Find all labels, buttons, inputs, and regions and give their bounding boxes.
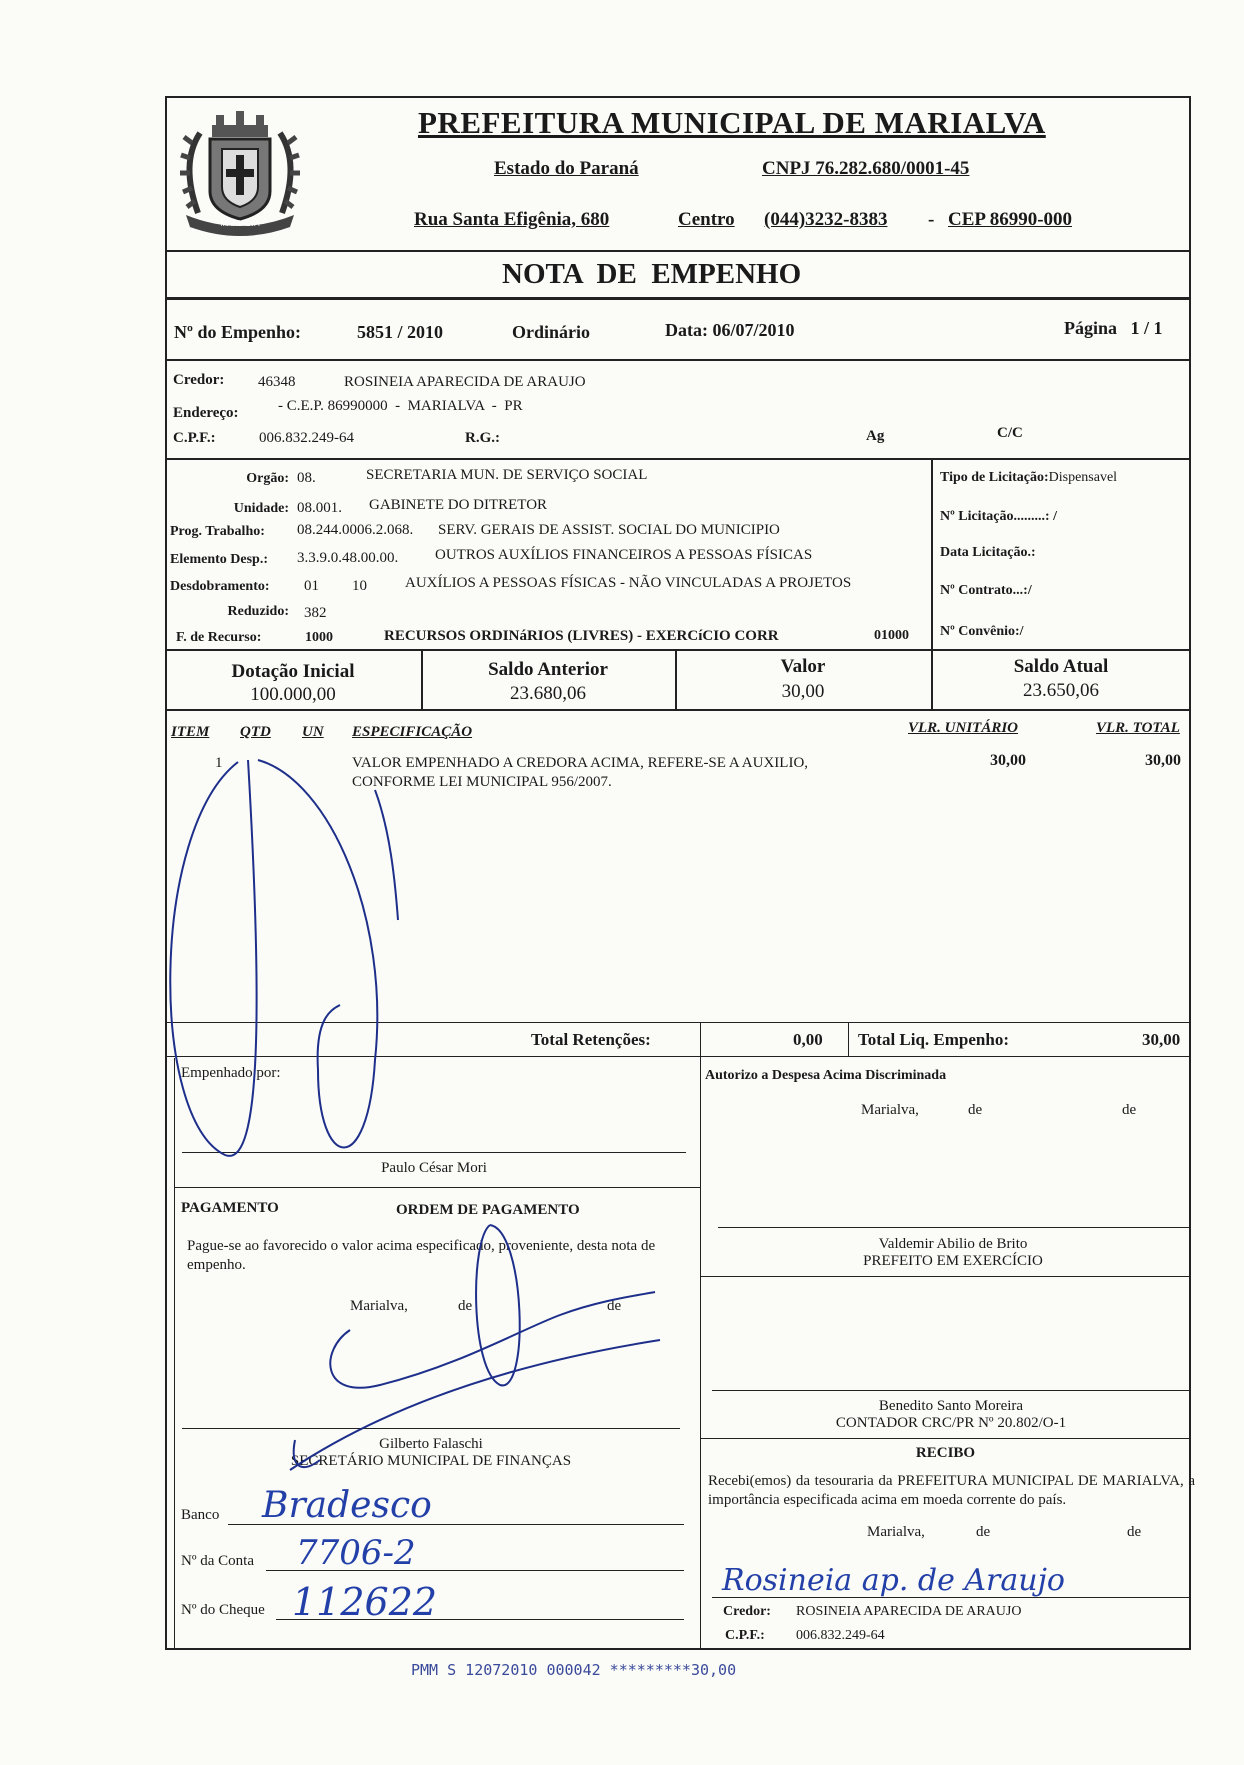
conta-handwritten: 7706-2 [296,1533,416,1573]
desd-label: Desdobramento: [170,579,270,594]
autorizo-label: Autorizo a Despesa Acima Discriminada [705,1068,947,1083]
recurso-label: F. de Recurso: [176,630,262,645]
prefeito-title: PREFEITO EM EXERCÍCIO [863,1253,1043,1269]
dotacao-value: 100.000,00 [250,684,336,705]
prefeito-name: Valdemir Abilio de Brito [878,1236,1028,1252]
desd-name: AUXÍLIOS A PESSOAS FÍSICAS - NÃO VINCULADAS A PROJETOS [405,575,852,591]
cheque-handwritten: 112622 [292,1580,438,1624]
desd-b: 10 [352,578,367,594]
empenho-date: Data: 06/07/2010 [665,320,795,340]
orgao-name: SECRETARIA MUN. DE SERVIÇO SOCIAL [366,467,648,483]
recurso-name: RECURSOS ORDINáRIOS (LIVRES) - EXERCíCIO CORR [384,628,779,644]
address-street: Rua Santa Efigênia, 680 [414,209,610,230]
row-unit: 30,00 [990,752,1026,769]
reduzido-label: Reduzido: [227,604,289,619]
empenho-number: 5851 / 2010 [357,322,444,342]
tipo-licitacao-value: Dispensavel [1048,470,1118,485]
address-separator: - [928,209,935,230]
prog-name: SERV. GERAIS DE ASSIST. SOCIAL DO MUNICIPIO [438,522,780,538]
pagamento-label: PAGAMENTO [181,1200,279,1216]
credor-name: ROSINEIA APARECIDA DE ARAUJO [344,374,586,390]
pagamento-text: Pague-se ao favorecido o valor acima especificado, proveniente, desta nota de empenho. [187,1238,656,1273]
address-label: Endereço: [173,405,239,421]
anterior-value: 23.680,06 [510,683,586,704]
recibo-de-1: de [976,1524,991,1540]
phone: (044)3232-8383 [764,209,888,230]
autorizo-de-2: de [1122,1102,1137,1118]
tipo-licitacao-label: Tipo de Licitação: [940,470,1049,485]
pagamento-de-1: de [458,1298,473,1314]
recibo-city: Marialva, [867,1524,925,1540]
recurso-num: 01000 [874,628,909,643]
pagamento-city: Marialva, [350,1298,408,1314]
desd-a: 01 [304,578,319,594]
recibo-cpf-label: C.P.F.: [725,1628,765,1643]
secretario-name: Gilberto Falaschi [379,1436,483,1452]
dotacao-label: Dotação Inicial [231,661,355,682]
autorizo-city: Marialva, [861,1102,919,1118]
ordem-pagamento-label: ORDEM DE PAGAMENTO [396,1202,580,1218]
credor-address: - C.E.P. 86990000 - MARIALVA - PR [278,398,523,414]
atual-label: Saldo Atual [1013,656,1109,677]
retencoes-label: Total Retenções: [531,1030,651,1049]
col-unit: VLR. UNITÁRIO [908,720,1019,736]
anterior-label: Saldo Anterior [488,659,608,680]
elem-code: 3.3.9.0.48.00.00. [297,550,399,566]
recibo-de-2: de [1127,1524,1142,1540]
atual-value: 23.650,06 [1023,680,1099,701]
row-desc-2: CONFORME LEI MUNICIPAL 956/2007. [352,774,612,790]
licitacao-number: Nº Licitação.........: / [940,509,1057,524]
credor-signature: Rosineia ap. de Araujo [722,1563,1065,1598]
tipo-licitacao [940,470,1117,486]
empenho-number-label: Nº do Empenho: [174,322,301,342]
cc-label: C/C [997,425,1023,441]
recibo-credor-label: Credor: [723,1604,771,1619]
col-espec: ESPECIFICAÇÃO [352,724,473,740]
valor-label: Valor [780,656,826,677]
recibo-credor-name: ROSINEIA APARECIDA DE ARAUJO [796,1604,1022,1619]
row-item: 1 [215,755,223,771]
page-number: Página 1 / 1 [1064,318,1163,338]
retencoes-value: 0,00 [793,1030,823,1049]
ag-label: Ag [866,428,885,444]
autorizo-de-1: de [968,1102,983,1118]
col-total: VLR. TOTAL [1096,720,1180,736]
secretario-title: SECRETÁRIO MUNICIPAL DE FINANÇAS [290,1453,572,1469]
elem-name: OUTROS AUXÍLIOS FINANCEIROS A PESSOAS FÍSICAS [435,547,813,563]
conta-label: Nº da Conta [181,1553,254,1569]
empenhado-name: Paulo César Mori [381,1160,487,1176]
elem-label: Elemento Desp.: [170,552,268,567]
rg-label: R.G.: [465,430,500,446]
unidade-name: GABINETE DO DITRETOR [369,497,548,513]
contador-name: Benedito Santo Moreira [878,1398,1024,1414]
empenhado-label: Empenhado por: [181,1065,281,1081]
credor-cpf: 006.832.249-64 [259,430,354,446]
liq-label: Total Liq. Empenho: [858,1030,1009,1049]
crest-banner-text: MARIALVA [220,219,260,228]
orgao-label: Orgão: [246,471,289,486]
address-district: Centro [678,209,735,230]
empenho-type: Ordinário [512,322,591,342]
valor-value: 30,00 [781,681,825,702]
payment-stamp: PMM S 12072010 000042 *********30,00 [411,1661,737,1679]
recibo-text: Recebi(emos) da tesouraria da PREFEITURA MUNICIPAL DE MARIALVA, a importância especificada acima em moeda corrente do país. [708,1473,1195,1508]
prog-label: Prog. Trabalho: [170,524,265,539]
recurso-code: 1000 [305,630,333,645]
cheque-label: Nº do Cheque [181,1602,265,1618]
doc-title: NOTA DE EMPENHO [502,258,802,290]
col-item: ITEM [171,724,210,740]
prefeitura-title: PREFEITURA MUNICIPAL DE MARIALVA [418,105,1046,140]
cep: CEP 86990-000 [948,209,1073,230]
state-name: Estado do Paraná [494,158,639,179]
contador-title: CONTADOR CRC/PR Nº 20.802/O-1 [835,1415,1067,1431]
row-total: 30,00 [1145,752,1181,769]
col-qtd: QTD [240,724,271,740]
unidade-label: Unidade: [233,501,289,516]
licitacao-date: Data Licitação.: [940,545,1036,560]
convenio-number: Nº Convênio:/ [940,624,1024,639]
liq-value: 30,00 [1142,1030,1181,1049]
cpf-label: C.P.F.: [173,430,216,446]
reduzido-value: 382 [304,605,327,621]
credor-label: Credor: [173,372,225,388]
orgao-code: 08. [297,470,316,486]
banco-label: Banco [181,1507,220,1523]
cnpj: CNPJ 76.282.680/0001-45 [762,158,970,179]
row-desc-1: VALOR EMPENHADO A CREDORA ACIMA, REFERE-SE A AUXILIO, [352,755,809,771]
prog-code: 08.244.0006.2.068. [297,522,414,538]
pagamento-de-2: de [607,1298,622,1314]
recibo-cpf: 006.832.249-64 [796,1628,885,1643]
unidade-code: 08.001. [297,500,342,516]
col-un: UN [302,724,324,740]
crest-logo [170,103,310,245]
contrato-number: Nº Contrato...:/ [940,583,1032,598]
recibo-label: RECIBO [915,1445,976,1461]
credor-code: 46348 [258,374,296,390]
banco-handwritten: Bradesco [262,1485,432,1526]
